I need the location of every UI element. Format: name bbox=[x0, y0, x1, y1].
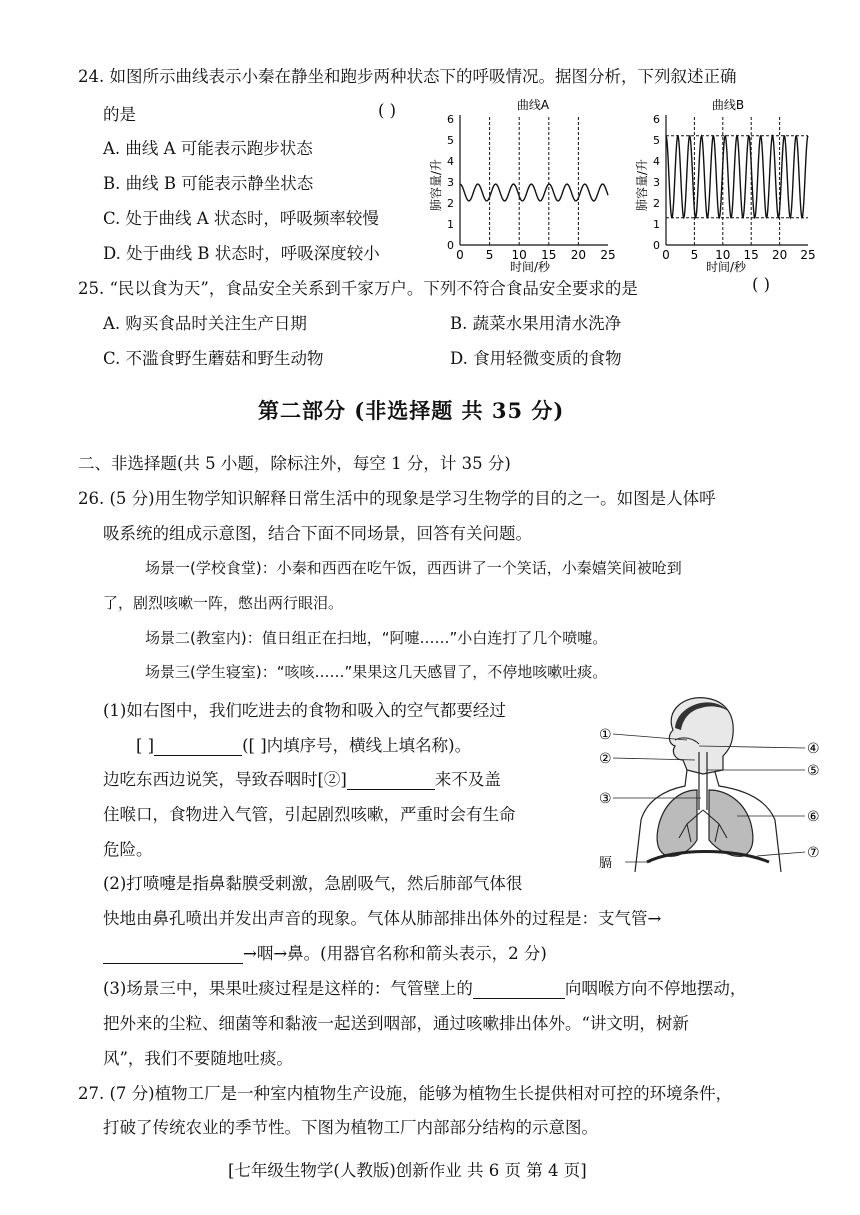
q26-part1-line5: 危险。 bbox=[103, 840, 153, 859]
q24-option-a: A. 曲线 A 可能表示跑步状态 bbox=[103, 139, 313, 158]
section2-heading: 二、非选择题(共 5 小题，除标注外，每空 1 分，计 35 分) bbox=[78, 454, 511, 473]
q26-stem-line1: 26. (5 分)用生物学知识解释日常生活中的现象是学习生物学的目的之一。如图是人体呼 bbox=[78, 489, 716, 508]
chart-a-y-tick: 1 bbox=[447, 218, 454, 231]
chart-b-xlabel: 时间/秒 bbox=[705, 260, 747, 274]
label-2: ② bbox=[599, 751, 612, 767]
head-outline bbox=[669, 698, 733, 774]
respiratory-system-figure bbox=[595, 690, 830, 875]
q26-part2-blank[interactable] bbox=[103, 947, 243, 964]
q26-part1-text-pre: 边吃东西边说笑，导致吞咽时[②] bbox=[103, 770, 347, 789]
q26-part1-line1: (1)如右图中，我们吃进去的食物和吸入的空气都要经过 bbox=[103, 701, 506, 720]
chart-curve-b bbox=[628, 95, 828, 275]
chart-a-x-tick: 5 bbox=[485, 248, 494, 262]
q26-scene1-line2: 了，剧烈咳嗽一阵，憋出两行眼泪。 bbox=[103, 594, 344, 612]
q26-part3-line1 bbox=[103, 975, 746, 999]
label-5: ⑤ bbox=[807, 763, 820, 779]
q26-part1-blank-1[interactable] bbox=[154, 739, 242, 756]
q24-stem-line2: 的是 bbox=[103, 105, 136, 124]
q24-stem-line1: 24. 如图所示曲线表示小秦在静坐和跑步两种状态下的呼吸情况。据图分析，下列叙述正确 bbox=[78, 67, 737, 86]
chart-a-x-tick: 15 bbox=[541, 248, 557, 262]
label-4: ④ bbox=[807, 741, 820, 757]
chart-b-y-tick: 4 bbox=[653, 155, 660, 168]
chart-a-series-line bbox=[460, 184, 608, 201]
right-lung bbox=[709, 790, 753, 856]
q25-option-b: B. 蔬菜水果用清水洗净 bbox=[450, 314, 622, 333]
q26-stem-line2: 吸系统的组成示意图，结合下面不同场景，回答有关问题。 bbox=[103, 524, 532, 543]
chart-a-title: 曲线A bbox=[516, 98, 550, 112]
chart-b-y-tick: 3 bbox=[653, 176, 660, 189]
chart-curve-a bbox=[420, 95, 620, 275]
q25-answer-paren: ( ) bbox=[752, 275, 771, 294]
q24-option-c: C. 处于曲线 A 状态时，呼吸频率较慢 bbox=[103, 209, 379, 228]
chart-a-y-tick: 5 bbox=[447, 134, 454, 147]
q26-part1-line4: 住喉口，食物进入气管，引起剧烈咳嗽，严重时会有生命 bbox=[103, 805, 516, 824]
label-diaphragm: 膈 bbox=[599, 856, 613, 871]
chart-b-x-tick: 5 bbox=[690, 248, 699, 262]
q26-part1-line2 bbox=[136, 732, 471, 756]
q27-stem-line1: 27. (7 分)植物工厂是一种室内植物生产设施，能够为植物生长提供相对可控的环境条件， bbox=[78, 1084, 733, 1103]
q24-option-d: D. 处于曲线 B 状态时，呼吸深度较小 bbox=[103, 244, 380, 263]
q24-answer-paren: ( ) bbox=[378, 101, 397, 120]
q26-part3-line3: 风”，我们不要随地吐痰。 bbox=[103, 1049, 293, 1068]
chart-a-y-tick: 2 bbox=[447, 197, 454, 210]
q26-scene1-line1: 场景一(学校食堂)：小秦和西西在吃午饭，西西讲了一个笑话，小秦嬉笑间被呛到 bbox=[145, 559, 682, 577]
q25-option-d: D. 食用轻微变质的食物 bbox=[450, 349, 622, 368]
chart-a-y-tick: 6 bbox=[447, 113, 454, 126]
q26-part3-blank[interactable] bbox=[473, 982, 565, 999]
q26-part3-line2: 把外来的尘粒、细菌等和黏液一起送到咽部，通过咳嗽排出体外。“讲文明，树新 bbox=[103, 1014, 689, 1033]
chart-a-y-tick: 4 bbox=[447, 155, 454, 168]
q26-part1-line3 bbox=[103, 766, 501, 790]
chart-b-y-tick: 5 bbox=[653, 134, 660, 147]
q26-part2-line2: 快地由鼻孔喷出并发出声音的现象。气体从肺部排出体外的过程是：支气管→ bbox=[103, 909, 662, 928]
q26-part1-note: ([ ]内填序号，横线上填名称)。 bbox=[242, 736, 472, 755]
chart-b-y-tick: 1 bbox=[653, 218, 660, 231]
q25-option-a: A. 购买食品时关注生产日期 bbox=[103, 314, 307, 333]
q26-part2-line3 bbox=[103, 940, 547, 964]
chart-b-ylabel: 肺容量/升 bbox=[635, 158, 649, 212]
q26-part3-text-pre: (3)场景三中，果果吐痰过程是这样的：气管壁上的 bbox=[103, 979, 473, 998]
chart-a-x-tick: 20 bbox=[570, 248, 587, 262]
chart-a-x-tick: 25 bbox=[600, 248, 616, 262]
q26-part1-text-post: 来不及盖 bbox=[434, 770, 501, 789]
q27-stem-line2: 打破了传统农业的季节性。下图为植物工厂内部部分结构的示意图。 bbox=[103, 1118, 598, 1137]
chart-b-series-line bbox=[666, 136, 808, 218]
q26-scene2: 场景二(教室内)：值日组正在扫地，“阿嚏……”小白连打了几个喷嚏。 bbox=[145, 629, 608, 647]
chart-a-y-tick: 3 bbox=[447, 176, 454, 189]
q24-option-b: B. 曲线 B 可能表示静坐状态 bbox=[103, 174, 314, 193]
chart-b-x-tick: 20 bbox=[771, 248, 788, 262]
leader-7 bbox=[757, 852, 805, 856]
chart-a-x-tick: 10 bbox=[511, 248, 527, 262]
chart-b-y-tick: 2 bbox=[653, 197, 660, 210]
q26-part1-bracket: [ ] bbox=[136, 736, 155, 755]
q25-stem: 25. “民以食为天”，食品安全关系到千家万户。下列不符合食品安全要求的是 bbox=[78, 279, 638, 298]
chart-b-x-tick: 0 bbox=[662, 248, 670, 262]
q26-part3-text-post: 向咽喉方向不停地摆动， bbox=[564, 979, 747, 998]
page-footer: [七年级生物学(人教版)创新作业 共 6 页 第 4 页] bbox=[228, 1161, 587, 1180]
chart-a-x-tick: 0 bbox=[456, 248, 464, 262]
label-1: ① bbox=[599, 727, 612, 743]
chart-b-x-tick: 15 bbox=[743, 248, 759, 262]
q26-part2-text: →咽→鼻。(用器官名称和箭头表示，2 分) bbox=[243, 944, 547, 963]
label-3: ③ bbox=[599, 791, 612, 807]
label-6: ⑥ bbox=[807, 809, 820, 825]
chart-b-y-tick: 0 bbox=[653, 239, 660, 252]
chart-b-y-tick: 6 bbox=[653, 113, 660, 126]
q25-option-c: C. 不滥食野生蘑菇和野生动物 bbox=[103, 349, 324, 368]
q26-part1-blank-2[interactable] bbox=[347, 773, 435, 790]
left-lung bbox=[657, 790, 697, 856]
label-7: ⑦ bbox=[807, 845, 820, 861]
q26-scene3: 场景三(学生寝室)：“咳咳……”果果这几天感冒了，不停地咳嗽吐痰。 bbox=[145, 663, 608, 681]
chart-b-title: 曲线B bbox=[711, 98, 745, 112]
part2-heading: 第二部分 (非选择题 共 35 分) bbox=[258, 398, 565, 423]
chart-a-y-tick: 0 bbox=[447, 239, 454, 252]
chart-b-x-tick: 25 bbox=[800, 248, 816, 262]
chart-b-x-tick: 10 bbox=[715, 248, 731, 262]
chart-a-xlabel: 时间/秒 bbox=[509, 260, 551, 274]
q26-part2-line1: (2)打喷嚏是指鼻黏膜受刺激，急剧吸气，然后肺部气体很 bbox=[103, 874, 523, 893]
chart-a-ylabel: 肺容量/升 bbox=[429, 158, 443, 212]
